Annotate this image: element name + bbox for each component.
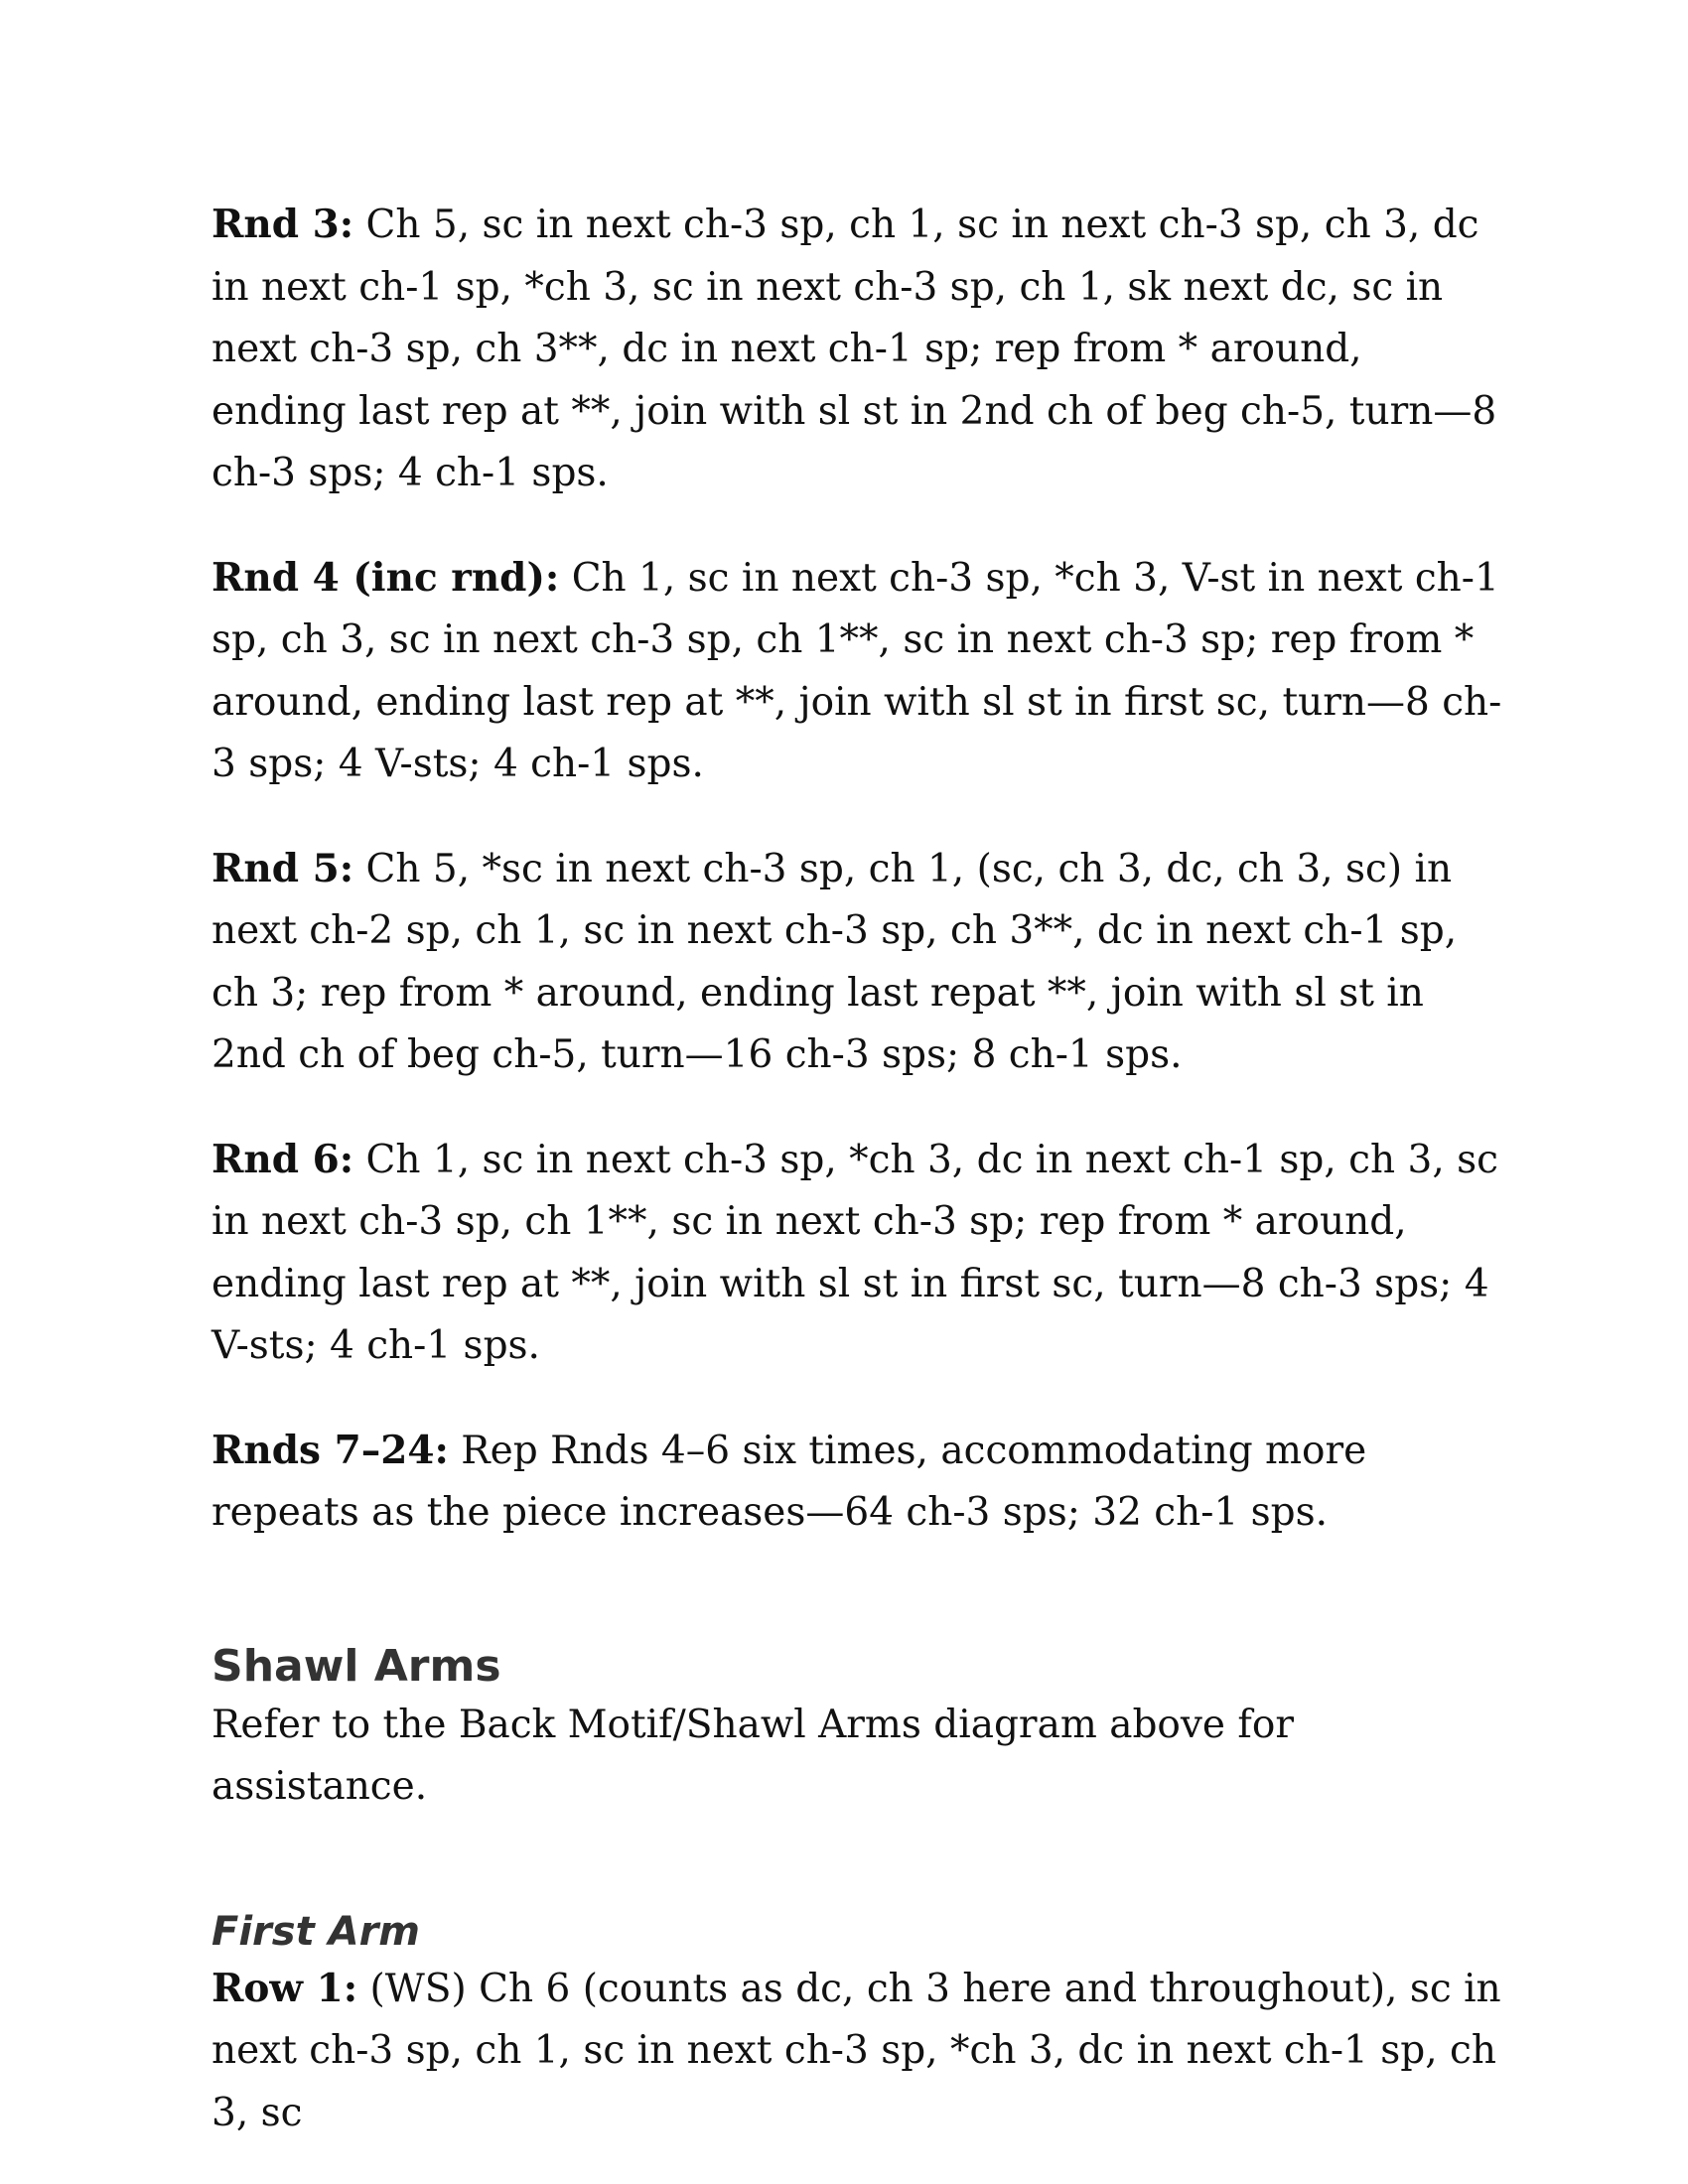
first-arm-row-1-label: Row 1: bbox=[211, 1965, 358, 2011]
round-4-text: Ch 1, sc in next ch-3 sp, *ch 3, V-st in next ch-1 sp, ch 3, sc in next ch-3 sp, ch 1**, sc in next ch-3 sp; rep from * around, ending last rep at **, join with sl st in first sc, turn—8 ch-3 sps; 4 V-sts; 4 ch-1 sps. bbox=[211, 555, 1502, 786]
round-3-paragraph bbox=[211, 194, 1502, 505]
round-6-label: Rnd 6: bbox=[211, 1136, 354, 1182]
round-5-label: Rnd 5: bbox=[211, 845, 354, 891]
rounds-7-24-paragraph bbox=[211, 1420, 1502, 1545]
round-4-paragraph bbox=[211, 547, 1502, 796]
first-arm-row-1-paragraph bbox=[211, 1958, 1502, 2145]
round-4-label: Rnd 4 (inc rnd): bbox=[211, 554, 560, 601]
round-3-label: Rnd 3: bbox=[211, 202, 354, 247]
round-6-paragraph bbox=[211, 1129, 1502, 1378]
rounds-7-24-text: Rep Rnds 4–6 six times, accommodating more repeats as the piece increases—64 ch-3 sps; 32 ch-1 sps. bbox=[211, 1428, 1367, 1535]
pattern-page bbox=[211, 194, 1502, 2144]
round-6-text: Ch 1, sc in next ch-3 sp, *ch 3, dc in next ch-1 sp, ch 3, sc in next ch-3 sp, ch 1**, sc in next ch-3 sp; rep from * around, ending last rep at **, join with sl st in first sc, turn—8 ch-3 sps; 4 V-sts; 4 ch-1 sps. bbox=[211, 1137, 1498, 1368]
rounds-7-24-label: Rnds 7–24: bbox=[211, 1427, 449, 1473]
first-arm-row-1-text: (WS) Ch 6 (counts as dc, ch 3 here and throughout), sc in next ch-3 sp, ch 1, sc in next ch-3 sp, *ch 3, dc in next ch-1 sp, ch 3, sc bbox=[211, 1966, 1501, 2135]
round-5-paragraph bbox=[211, 838, 1502, 1087]
shawl-arms-intro: Refer to the Back Motif/Shawl Arms diagram above for assistance. bbox=[211, 1702, 1294, 1809]
round-3-text: Ch 5, sc in next ch-3 sp, ch 1, sc in next ch-3 sp, ch 3, dc in next ch-1 sp, *ch 3, sc in next ch-3 sp, ch 1, sk next dc, sc in next ch-3 sp, ch 3**, dc in next ch-1 sp; rep from * around, ending last rep at **, join with sl st in 2nd ch of beg ch-5, turn—8 ch-3 sps; 4 ch-1 sps. bbox=[211, 203, 1497, 495]
first-arm-heading: First Arm bbox=[211, 1908, 420, 1955]
round-5-text: Ch 5, *sc in next ch-3 sp, ch 1, (sc, ch 3, dc, ch 3, sc) in next ch-2 sp, ch 1, sc in next ch-3 sp, ch 3**, dc in next ch-1 sp, ch 3; rep from * around, ending last repat **, join with sl st in 2nd ch of beg ch-5, turn—16 ch-3 sps; 8 ch-1 sps. bbox=[211, 846, 1458, 1077]
shawl-arms-heading: Shawl Arms bbox=[211, 1640, 501, 1692]
